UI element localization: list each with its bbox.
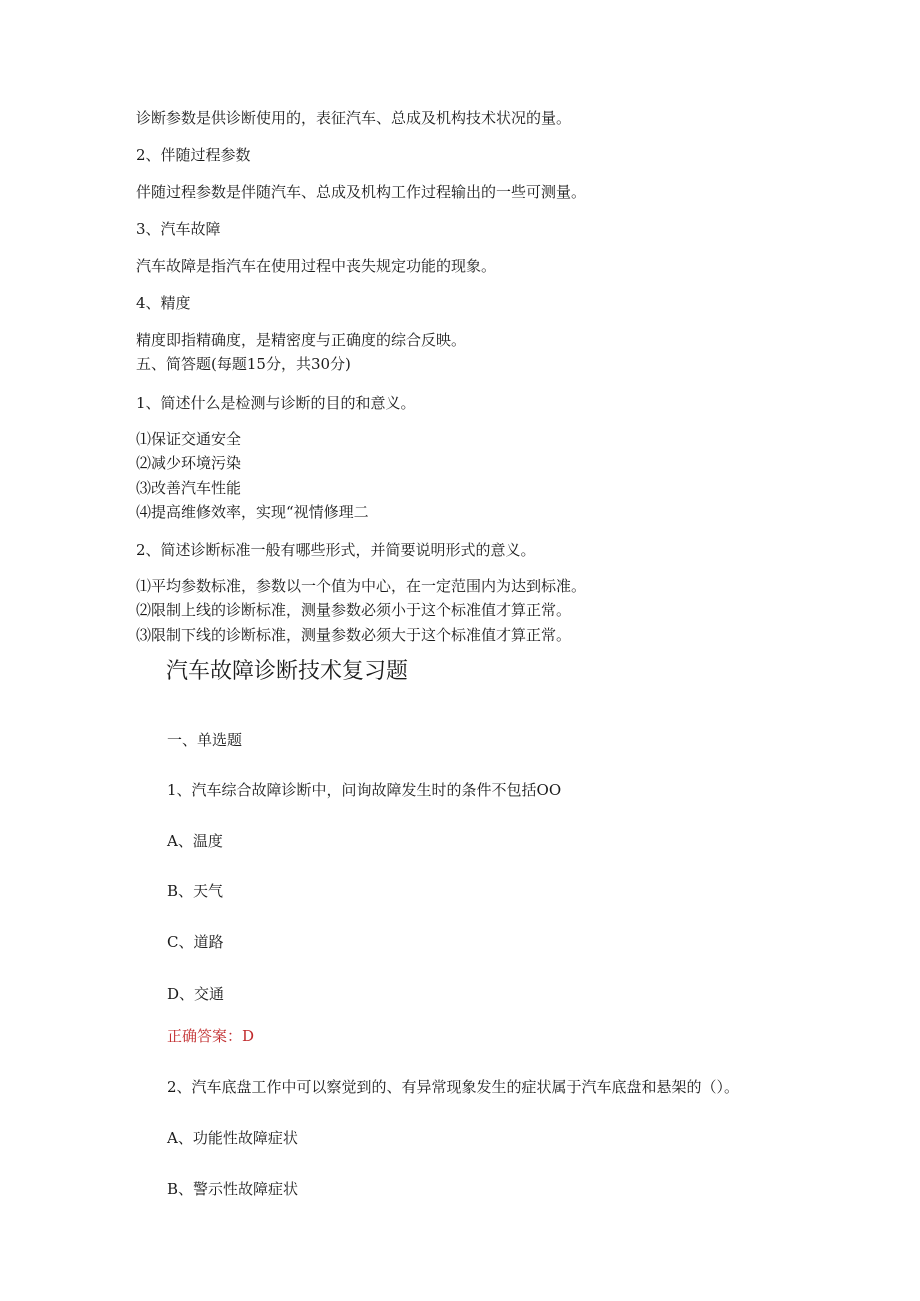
question-1-stem: 1、简述什么是检测与诊断的目的和意义。 <box>136 394 416 412</box>
mcq-2-option-a: A、功能性故障症状 <box>167 1129 298 1147</box>
mcq-1-option-d: D、交通 <box>167 985 225 1003</box>
term-heading-4: 4、精度 <box>136 294 191 312</box>
mcq-1-correct-answer: 正确答案：D <box>167 1027 255 1045</box>
term-heading-2: 2、伴随过程参数 <box>136 146 251 164</box>
answer-item-2: ⑵减少环境污染 <box>136 454 242 472</box>
mcq-2-option-b: B、警示性故障症状 <box>167 1180 299 1198</box>
paragraph-diagnostic-parameter-definition: 诊断参数是供诊断使用的，表征汽车、总成及机构技术状况的量。 <box>136 109 572 127</box>
paragraph-precision-definition: 精度即指精确度，是精密度与正确度的综合反映。 <box>136 331 467 349</box>
mcq-1-option-c: C、道路 <box>167 933 224 951</box>
section-heading-single-choice: 一、单选题 <box>167 731 243 749</box>
mcq-1-option-b: B、天气 <box>167 882 224 900</box>
paragraph-vehicle-fault-definition: 汽车故障是指汽车在使用过程中丧失规定功能的现象。 <box>136 257 497 275</box>
review-title: 汽车故障诊断技术复习题 <box>166 659 409 684</box>
paragraph-process-parameter-definition: 伴随过程参数是伴随汽车、总成及机构工作过程输出的一些可测量。 <box>136 183 587 201</box>
mcq-1-option-a: A、温度 <box>167 832 223 850</box>
question-2-stem: 2、简述诊断标准一般有哪些形式，并简要说明形式的意义。 <box>136 541 536 559</box>
answer-item-1: ⑴保证交通安全 <box>136 430 242 448</box>
term-heading-3: 3、汽车故障 <box>136 220 221 238</box>
standard-item-1: ⑴平均参数标准，参数以一个值为中心，在一定范围内为达到标准。 <box>136 577 587 595</box>
standard-item-2: ⑵限制上线的诊断标准，测量参数必须小于这个标准值才算正常。 <box>136 601 572 619</box>
standard-item-3: ⑶限制下线的诊断标准，测量参数必须大于这个标准值才算正常。 <box>136 626 572 644</box>
answer-item-4: ⑷提高维修效率，实现“视情修理二 <box>136 503 369 521</box>
section-heading-short-answer: 五、简答题(每题15分，共30分) <box>136 355 351 373</box>
mcq-1-stem: 1、汽车综合故障诊断中，问询故障发生时的条件不包括OO <box>167 781 562 799</box>
mcq-2-stem: 2、汽车底盘工作中可以察觉到的、有异常现象发生的症状属于汽车底盘和悬架的（）。 <box>167 1078 740 1096</box>
answer-item-3: ⑶改善汽车性能 <box>136 479 242 497</box>
